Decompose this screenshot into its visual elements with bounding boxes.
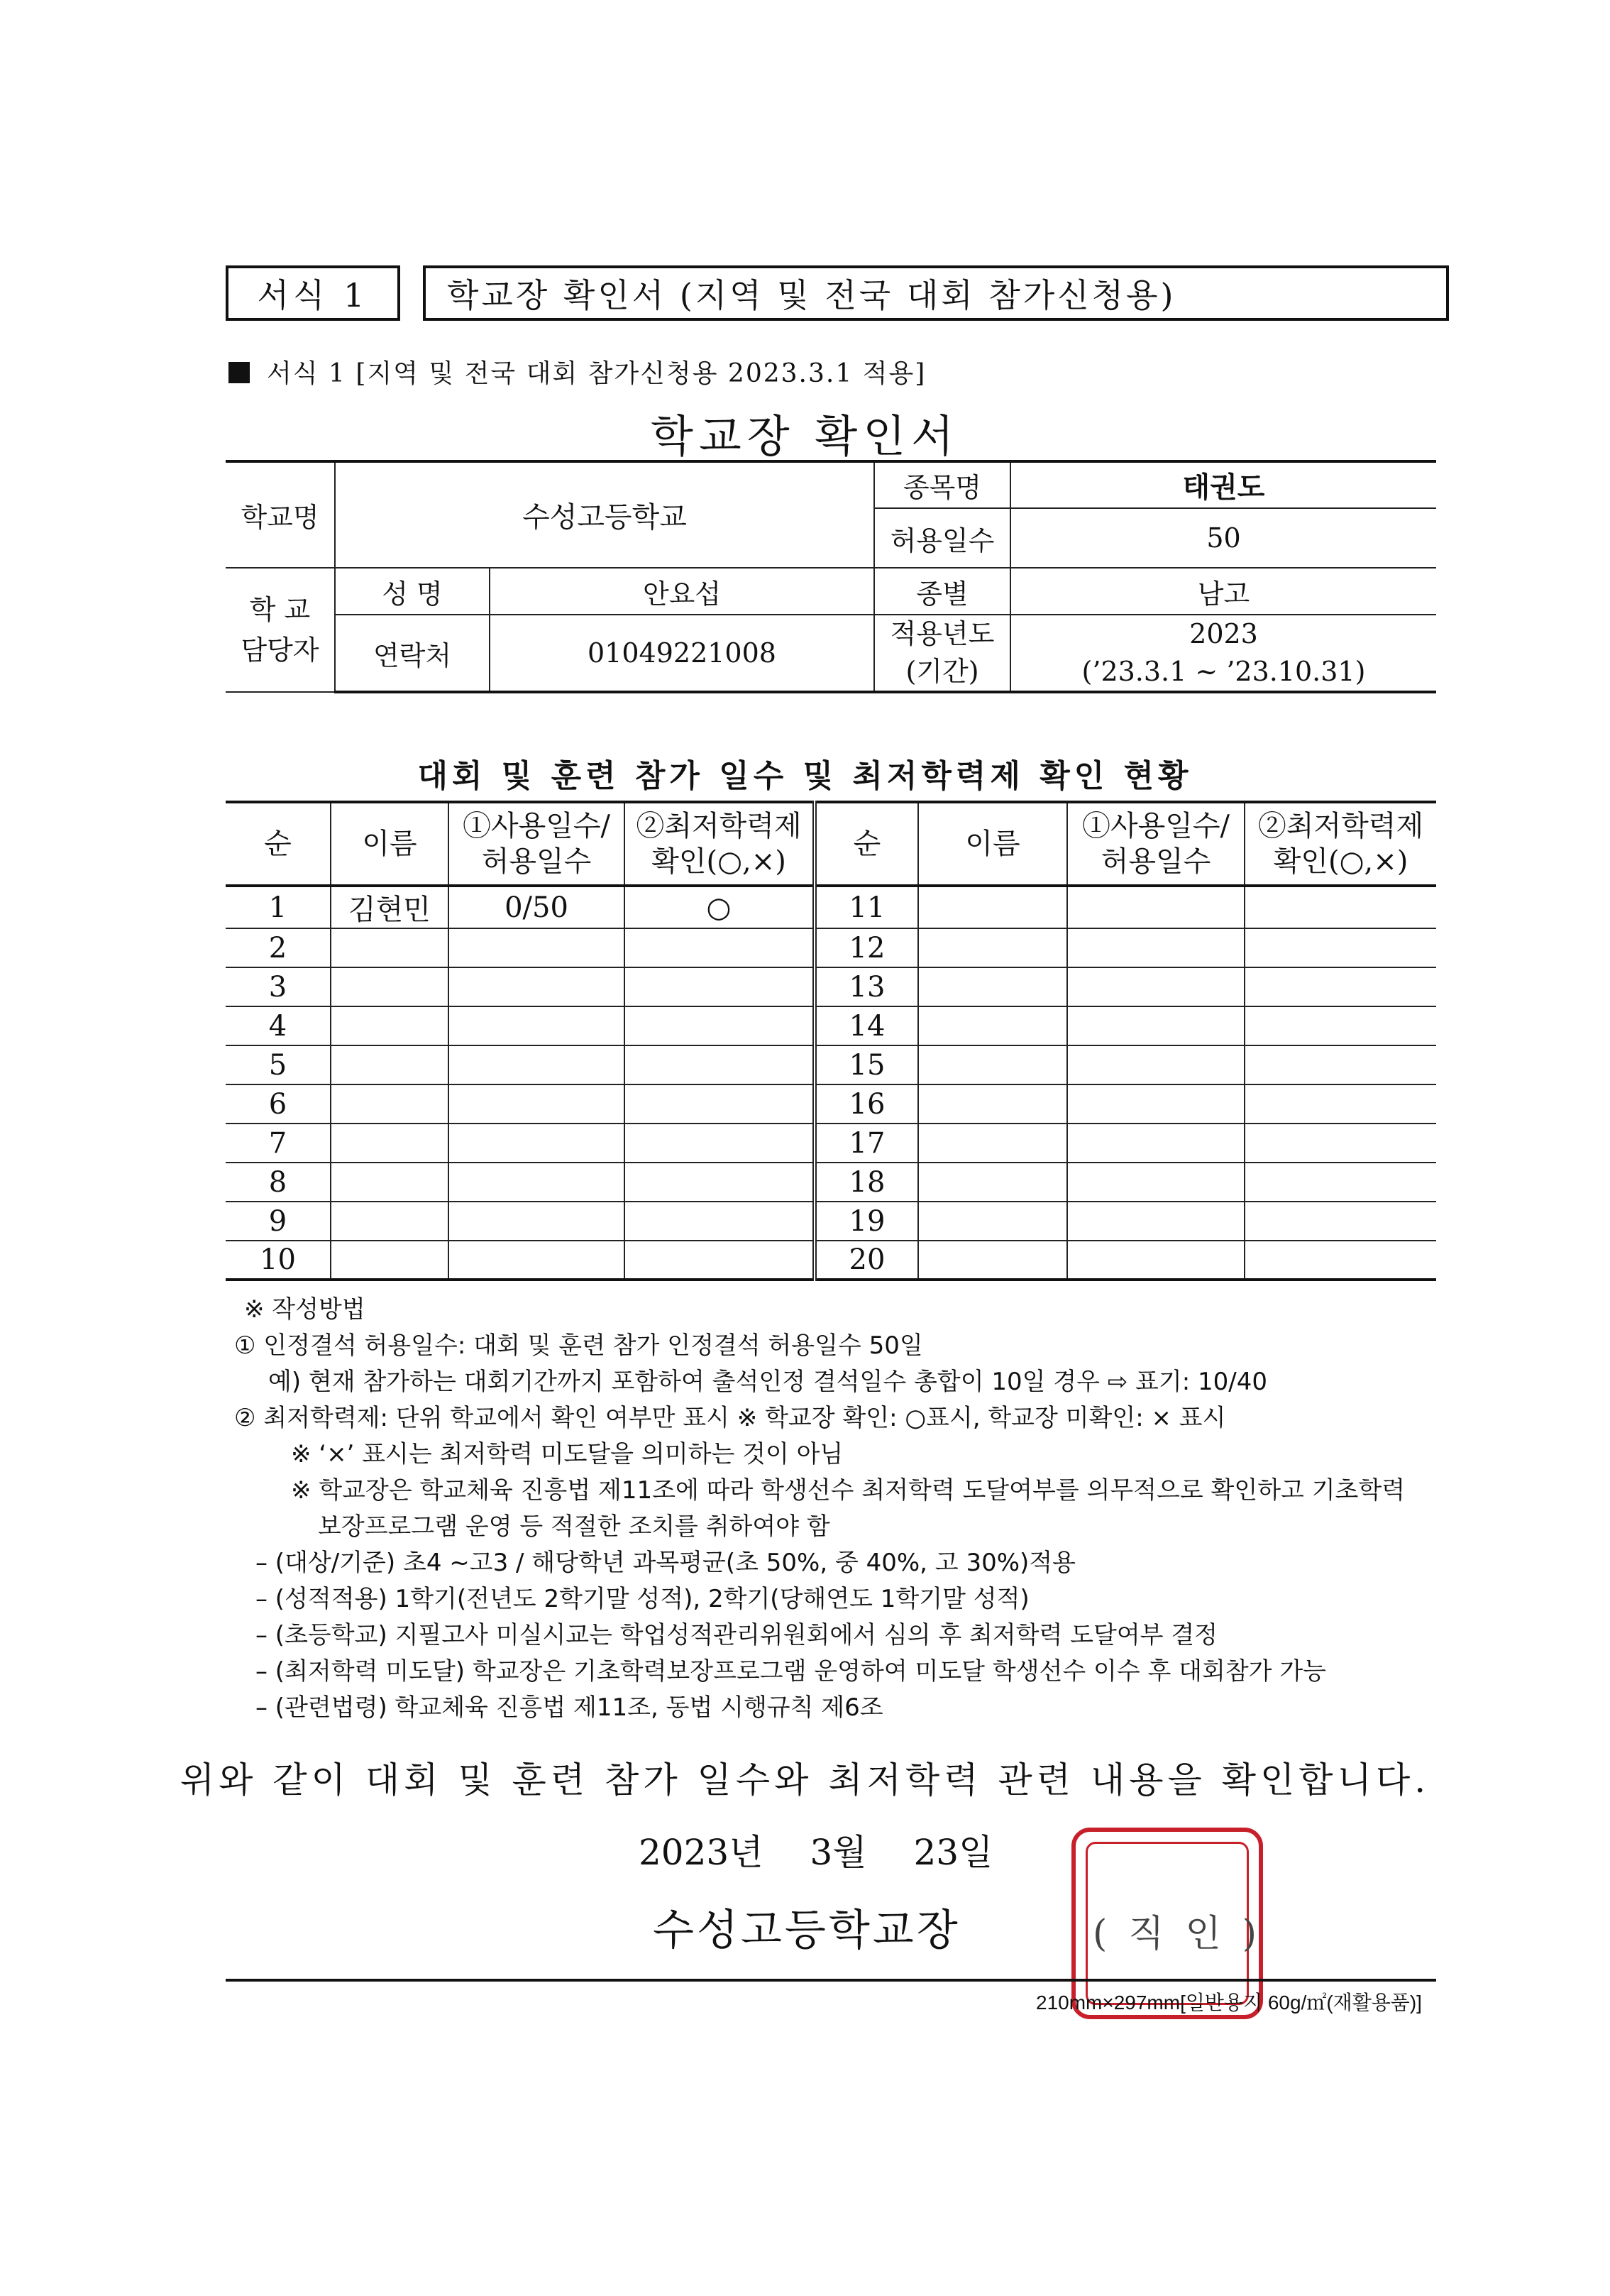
roster-cell-check: [1245, 1045, 1436, 1084]
header-no: 순: [226, 802, 331, 886]
note-item: 보장프로그램 운영 등 적절한 조치를 취하여야 함: [318, 1512, 830, 1541]
event-label: 종목명: [874, 461, 1010, 508]
roster-row: [226, 1124, 1436, 1163]
roster-row: [226, 1202, 1436, 1241]
roster-cell-name: [918, 886, 1067, 928]
square-bullet-icon: [228, 362, 250, 383]
event-value: 태권도: [1010, 461, 1436, 508]
category-value: 남고: [1010, 568, 1436, 615]
roster-cell-days: [448, 1163, 624, 1202]
roster-cell-name: [918, 1006, 1067, 1045]
form-title: 학교장 확인서 (지역 및 전국 대회 참가신청용): [447, 276, 1176, 314]
roster-cell-days: [1067, 886, 1245, 928]
roster-cell-no: 20: [815, 1241, 918, 1280]
roster-cell-no: 5: [226, 1045, 331, 1084]
roster-cell-name: [918, 1045, 1067, 1084]
roster-cell-days: [448, 967, 624, 1006]
roster-cell-days: [1067, 1202, 1245, 1241]
confirmation-statement: 위와 같이 대회 및 훈련 참가 일수와 최저학력 관련 내용을 확인합니다.: [180, 1759, 1430, 1801]
roster-cell-name: [331, 1241, 448, 1280]
roster-cell-name: 김현민: [331, 886, 448, 928]
header-days-2: ①사용일수/ 허용일수: [1067, 802, 1245, 886]
header-days: ①사용일수/ 허용일수: [448, 802, 624, 886]
roster-row: [226, 928, 1436, 967]
roster-cell-check: [1245, 928, 1436, 967]
seal-label: (직인): [1093, 1913, 1279, 1955]
roster-table: [226, 801, 1436, 1281]
roster-cell-check: [1245, 1163, 1436, 1202]
roster-cell-check: [1245, 1202, 1436, 1241]
subheading: [228, 353, 926, 390]
note-heading: ※ 작성방법: [244, 1295, 365, 1324]
roster-row: [226, 886, 1436, 928]
form-title-box: [423, 265, 1449, 321]
roster-cell-check: [624, 967, 815, 1006]
roster-cell-check: [624, 928, 815, 967]
roster-cell-name: [918, 1084, 1067, 1124]
roster-row: [226, 1045, 1436, 1084]
contact-label: 연락처: [335, 615, 490, 692]
roster-cell-name: [331, 1202, 448, 1241]
roster-cell-no: 7: [226, 1124, 331, 1163]
roster-cell-check: [624, 1202, 815, 1241]
note-item: – (최저학력 미도달) 학교장은 기초학력보장프로그램 운영하여 미도달 학생선수 이수 후 대회참가 가능: [255, 1657, 1327, 1686]
roster-cell-name: [918, 1202, 1067, 1241]
roster-cell-days: [1067, 1084, 1245, 1124]
roster-cell-no: 14: [815, 1006, 918, 1045]
roster-cell-name: [331, 1006, 448, 1045]
roster-cell-check: [1245, 1124, 1436, 1163]
note-item: – (초등학교) 지필고사 미실시교는 학업성적관리위원회에서 심의 후 최저학력 도달여부 결정: [255, 1621, 1218, 1649]
header-check-2: ②최저학력제 확인(○,×): [1245, 802, 1436, 886]
header-name: 이름: [331, 802, 448, 886]
roster-cell-no: 18: [815, 1163, 918, 1202]
allowed-days-label: 허용일수: [874, 508, 1010, 568]
year-value: 2023 (’23.3.1 ~ ’23.10.31): [1010, 615, 1436, 692]
issue-date: 2023년 3월 23일: [639, 1832, 993, 1873]
manager-label: 학 교 담당자: [226, 568, 335, 692]
roster-cell-days: [448, 1241, 624, 1280]
roster-cell-check: [624, 1124, 815, 1163]
roster-cell-no: 1: [226, 886, 331, 928]
roster-cell-check: [1245, 1241, 1436, 1280]
school-label: 학교명: [226, 461, 335, 568]
roster-cell-days: [1067, 967, 1245, 1006]
category-label: 종별: [874, 568, 1010, 615]
note-item: ※ ‘×’ 표시는 최저학력 미도달을 의미하는 것이 아님: [291, 1440, 844, 1468]
roster-cell-check: [1245, 886, 1436, 928]
note-item: 예) 현재 참가하는 대회기간까지 포함하여 출석인정 결석일수 총합이 10일 경우 ⇨ 표기: 10/40: [268, 1368, 1267, 1396]
school-info-table: [226, 460, 1436, 693]
header-no-2: 순: [815, 802, 918, 886]
roster-cell-no: 2: [226, 928, 331, 967]
roster-cell-no: 3: [226, 967, 331, 1006]
roster-cell-name: [918, 928, 1067, 967]
roster-cell-no: 4: [226, 1006, 331, 1045]
roster-cell-days: [448, 1006, 624, 1045]
roster-cell-check: [624, 1084, 815, 1124]
roster-cell-days: 0/50: [448, 886, 624, 928]
header-name-2: 이름: [918, 802, 1067, 886]
year-label: 적용년도 (기간): [874, 615, 1010, 692]
roster-cell-no: 6: [226, 1084, 331, 1124]
note-item: – (성적적용) 1학기(전년도 2학기말 성적), 2학기(당해연도 1학기말 성적): [255, 1585, 1030, 1613]
roster-cell-no: 13: [815, 967, 918, 1006]
roster-cell-name: [331, 967, 448, 1006]
roster-cell-no: 10: [226, 1241, 331, 1280]
note-item: – (대상/기준) 초4 ~고3 / 해당학년 과목평균(초 50%, 중 40%, 고 30%)적용: [255, 1549, 1076, 1577]
roster-cell-days: [1067, 1241, 1245, 1280]
roster-cell-no: 8: [226, 1163, 331, 1202]
note-item: – (관련법령) 학교체육 진흥법 제11조, 동법 시행규칙 제6조: [255, 1693, 883, 1722]
roster-cell-days: [448, 1084, 624, 1124]
roster-cell-check: [1245, 1084, 1436, 1124]
roster-cell-no: 12: [815, 928, 918, 967]
roster-cell-check: [624, 1006, 815, 1045]
roster-cell-days: [448, 928, 624, 967]
roster-cell-days: [1067, 1163, 1245, 1202]
roster-cell-days: [1067, 1124, 1245, 1163]
roster-row: [226, 1163, 1436, 1202]
roster-cell-no: 17: [815, 1124, 918, 1163]
roster-cell-no: 11: [815, 886, 918, 928]
allowed-days-value: 50: [1010, 508, 1436, 568]
roster-row: [226, 1006, 1436, 1045]
manager-name: 안요섭: [490, 568, 874, 615]
roster-cell-days: [448, 1124, 624, 1163]
roster-cell-check: [624, 1241, 815, 1280]
document-title: 학교장 확인서: [650, 410, 960, 462]
form-number-box: [226, 265, 400, 321]
roster-cell-name: [331, 928, 448, 967]
roster-row: [226, 1241, 1436, 1280]
principal-title: 수성고등학교장: [653, 1906, 961, 1955]
bottom-rule: [226, 1979, 1436, 1982]
roster-cell-name: [918, 967, 1067, 1006]
school-name: 수성고등학교: [335, 461, 874, 568]
roster-cell-days: [1067, 1006, 1245, 1045]
roster-row: [226, 967, 1436, 1006]
roster-header-row: [226, 802, 1436, 886]
note-item: ※ 학교장은 학교체육 진흥법 제11조에 따라 학생선수 최저학력 도달여부를 의무적으로 확인하고 기초학력: [291, 1476, 1406, 1505]
roster-cell-name: [331, 1045, 448, 1084]
roster-cell-check: [624, 1045, 815, 1084]
roster-title: 대회 및 훈련 참가 일수 및 최저학력제 확인 현황: [417, 758, 1193, 794]
roster-cell-name: [918, 1124, 1067, 1163]
roster-cell-no: 19: [815, 1202, 918, 1241]
roster-cell-no: 9: [226, 1202, 331, 1241]
note-item: ② 최저학력제: 단위 학교에서 확인 여부만 표시 ※ 학교장 확인: ○표시, 학교장 미확인: × 표시: [234, 1404, 1226, 1432]
name-label: 성 명: [335, 568, 490, 615]
roster-cell-name: [918, 1163, 1067, 1202]
roster-cell-check: ○: [624, 886, 815, 928]
subheading-text: 서식 1 [지역 및 전국 대회 참가신청용 2023.3.1 적용]: [267, 359, 927, 388]
roster-cell-name: [331, 1124, 448, 1163]
roster-cell-days: [1067, 928, 1245, 967]
paper-spec: 210mm×297mm[일반용지 60g/㎡(재활용품)]: [1036, 1992, 1422, 2014]
roster-cell-days: [448, 1045, 624, 1084]
header-check: ②최저학력제 확인(○,×): [624, 802, 815, 886]
roster-cell-days: [448, 1202, 624, 1241]
contact-value: 01049221008: [490, 615, 874, 692]
roster-cell-days: [1067, 1045, 1245, 1084]
form-number: 서식 1: [257, 276, 369, 314]
roster-cell-check: [624, 1163, 815, 1202]
instructions: [234, 1292, 1455, 1726]
roster-cell-name: [331, 1163, 448, 1202]
roster-cell-check: [1245, 1006, 1436, 1045]
roster-cell-check: [1245, 967, 1436, 1006]
roster-cell-no: 15: [815, 1045, 918, 1084]
roster-cell-no: 16: [815, 1084, 918, 1124]
note-item: ① 인정결석 허용일수: 대회 및 훈련 참가 인정결석 허용일수 50일: [234, 1331, 923, 1360]
roster-row: [226, 1084, 1436, 1124]
roster-cell-name: [918, 1241, 1067, 1280]
roster-cell-name: [331, 1084, 448, 1124]
